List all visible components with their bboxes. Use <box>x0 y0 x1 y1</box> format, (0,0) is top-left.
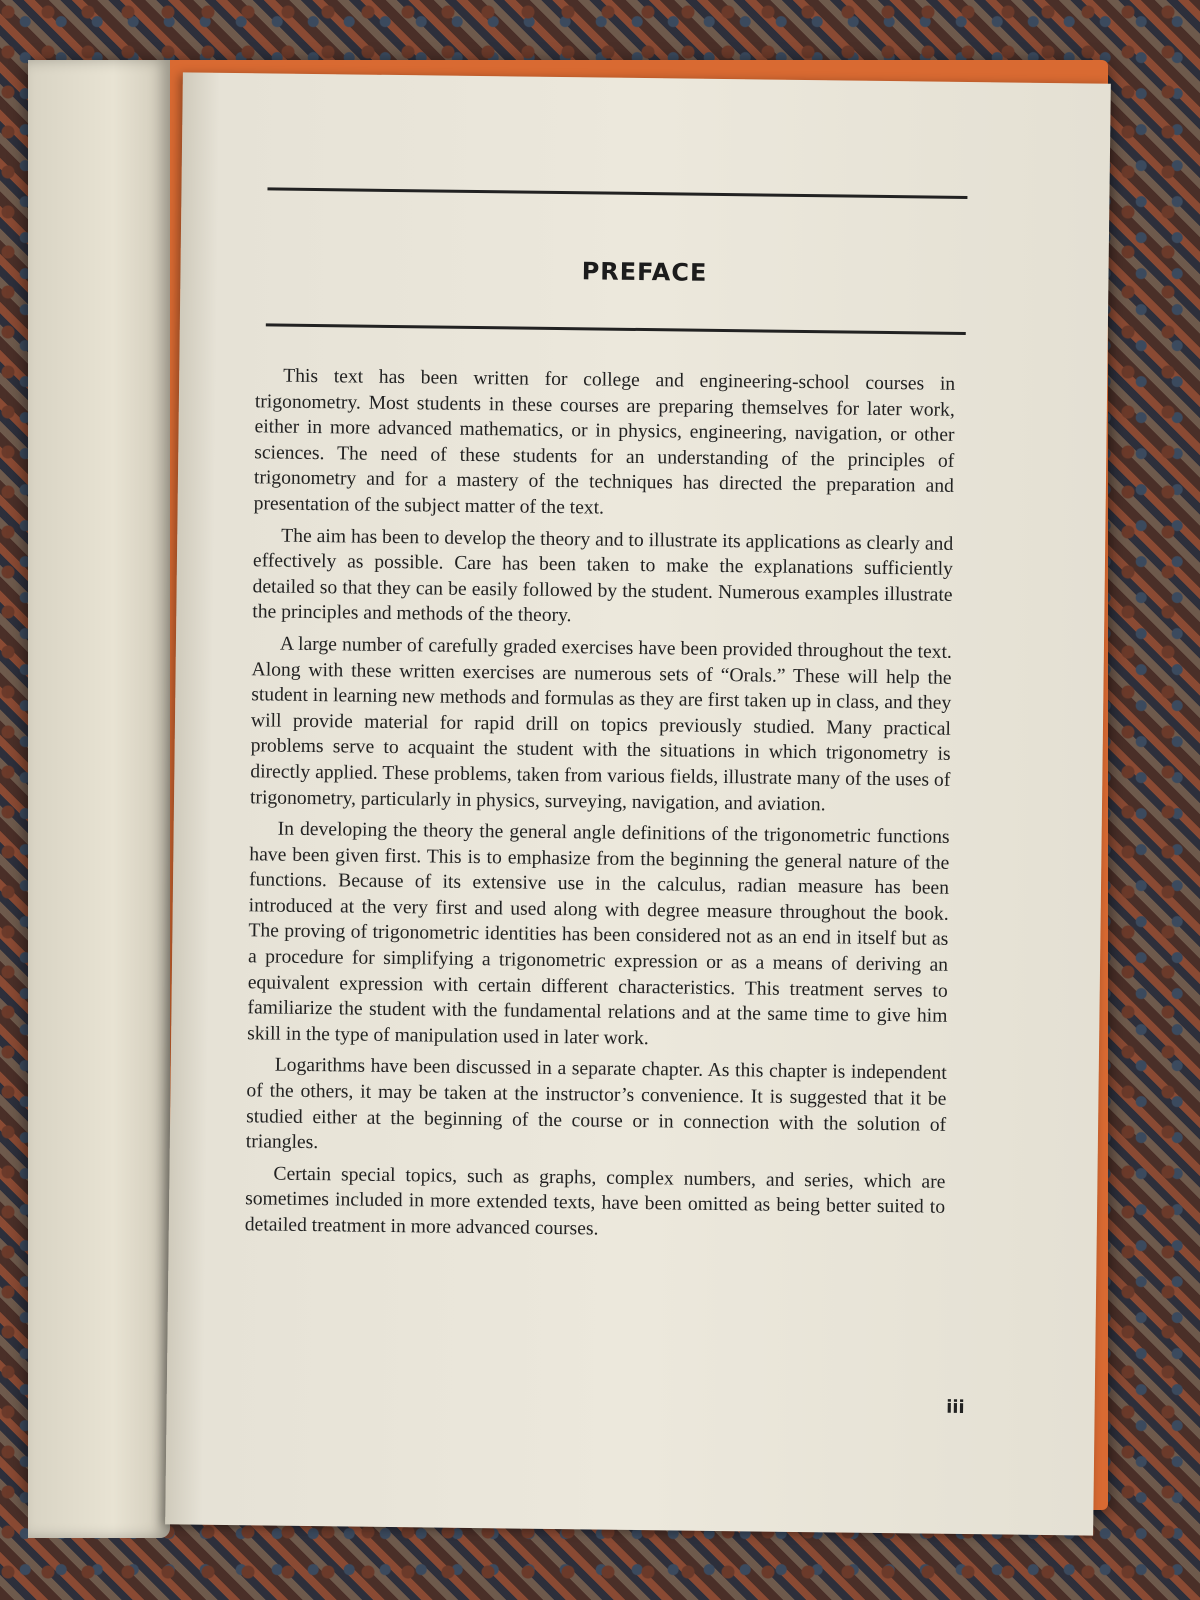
top-rule <box>267 187 967 199</box>
paragraph-2: The aim has been to develop the theory and to illustrate its applications as clearly and effectively as possible. Care has been taken to make the explanations sufficiently detailed so that they can be easily followed by the student. Numerous examples illustrate the principles and methods of the theory. <box>252 525 954 627</box>
paragraph-5: Logarithms have been discussed in a separate chapter. As this chapter is independent of the others, it may be taken at the instructor’s convenience. It is suggested that it be studied either at the beginning of the course or in connection with the solution of triangles. <box>245 1055 947 1154</box>
paragraph-6: Certain special topics, such as graphs, complex numbers, and series, which are sometimes included in more extended texts, have been omitted as being better suited to detailed treatment in more advanced courses. <box>244 1163 946 1240</box>
page-title: PREFACE <box>581 257 708 287</box>
paragraph-4: In developing the theory the general angle definitions of the trigonometric functions have been given first. This is to emphasize from the beginning the general nature of the functions. Because of its extensive use in the calculus, radian measure has been introduced at the very first and used along with degree measure throughout the book. The proving of trigonometric identities has been considered not as an end in itself but as a procedure for simplifying a trigonometric expression or as a means of deriving an equivalent expression with certain different characteristics. This treatment serves to familiarize the student with the fundamental relations and at the same time to give him skill in the type of manipulation used in later work. <box>247 818 950 1049</box>
preface-body <box>245 363 956 1252</box>
preface-page <box>165 72 1111 1535</box>
paragraph-1: This text has been written for college and engineering-school courses in trigonometry. Most students in these courses are preparing themselves for later work, either in more advanced mathematics, or in physics, engineering, navigation, or other sciences. The need of these students for an understanding of the principles of trigonometry and for a mastery of the techniques has directed the preparation and presentation of the subject matter of the text. <box>253 365 956 519</box>
book-cover <box>28 60 1108 1510</box>
left-page-edge <box>28 60 170 1538</box>
bottom-rule <box>266 323 966 335</box>
paragraph-3: A large number of carefully graded exercises have been provided throughout the text. Along with these written exercises are numerous sets of “Orals.” These will help the student in learning new methods and formulas as they are first taken up in class, and they will provide material for rapid drill on topics previously studied. Many practical problems serve to acquaint the student with the situations in which trigonometry is directly applied. These problems, taken from various fields, illustrate many of the uses of trigonometry, particularly in physics, surveying, navigation, and aviation. <box>249 633 953 815</box>
page-number: iii <box>946 1396 965 1419</box>
